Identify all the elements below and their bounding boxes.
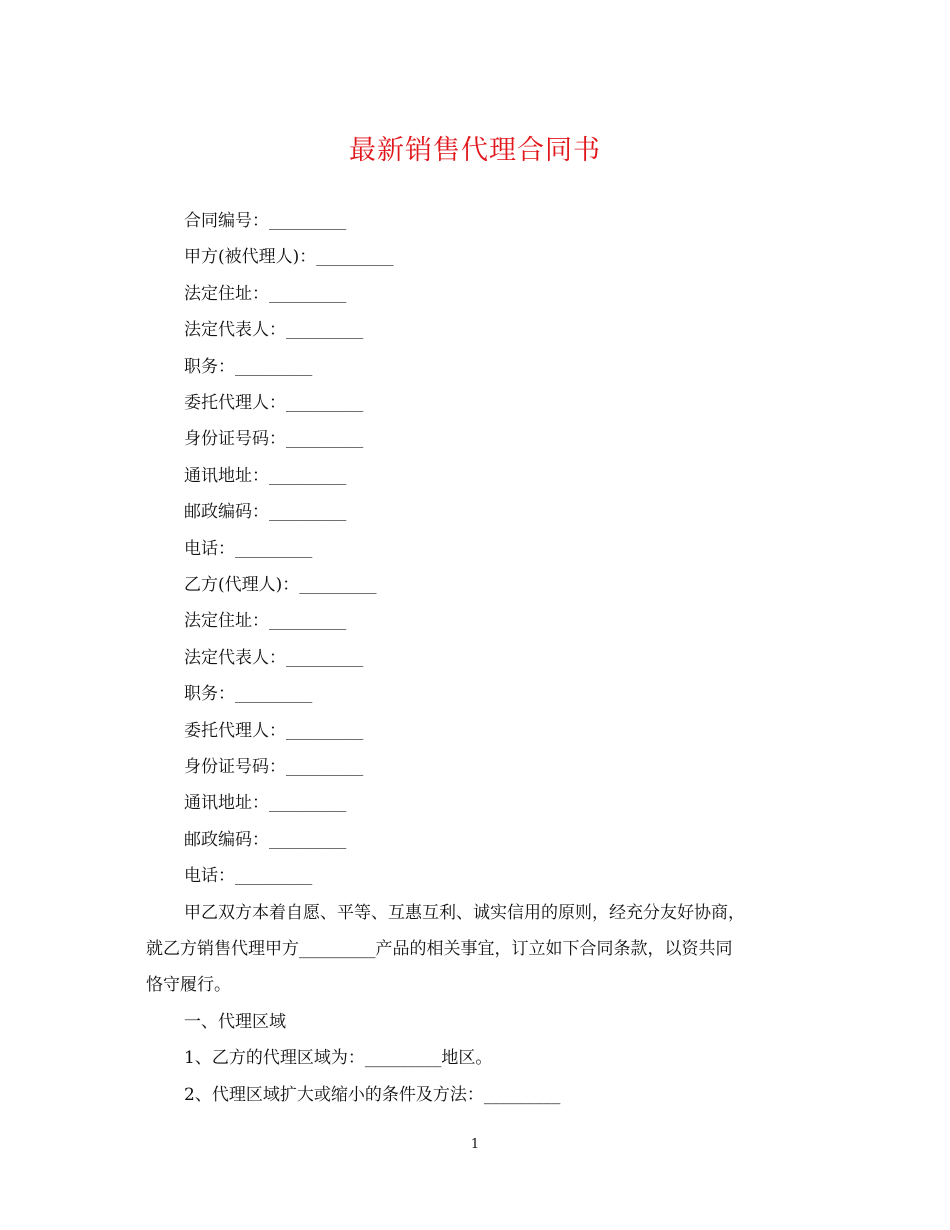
field-line xyxy=(184,647,363,669)
field-line xyxy=(184,465,346,487)
field-blank: _________ xyxy=(299,576,377,594)
intro-line-2: 就乙方销售代理甲方_________产品的相关事宜，订立如下合同条款，以资共同 xyxy=(146,939,733,959)
field-blank: _________ xyxy=(269,212,346,230)
field-line xyxy=(184,210,346,232)
field-label: 身份证号码： xyxy=(184,429,286,450)
field-line xyxy=(184,756,363,778)
field-blank: _________ xyxy=(235,867,312,886)
field-line xyxy=(184,683,312,705)
field-blank: _________ xyxy=(269,612,346,631)
field-blank: _________ xyxy=(286,321,363,340)
field-label: 通讯地址： xyxy=(184,793,269,814)
field-label: 电话： xyxy=(184,538,235,559)
field-line xyxy=(184,829,346,851)
field-line xyxy=(184,720,363,742)
field-blank: _________ xyxy=(286,721,363,740)
field-label: 法定代表人： xyxy=(184,647,286,668)
field-line xyxy=(184,792,346,814)
field-label: 邮政编码： xyxy=(184,829,269,850)
field-line xyxy=(184,865,312,887)
field-line xyxy=(184,538,312,560)
clause-1: 1、乙方的代理区域为：_________地区。 xyxy=(184,1048,493,1068)
field-blank: _________ xyxy=(316,248,394,267)
field-blank: _________ xyxy=(235,357,312,376)
field-blank: _________ xyxy=(269,794,346,813)
field-label: 合同编号： xyxy=(184,211,269,231)
field-label: 乙方(代理人)： xyxy=(184,575,300,595)
field-label: 委托代理人： xyxy=(184,720,286,741)
field-label: 甲方(被代理人)： xyxy=(184,247,317,268)
field-label: 电话： xyxy=(184,866,235,887)
field-label: 邮政编码： xyxy=(184,502,269,523)
field-label: 法定住址： xyxy=(184,283,269,304)
field-blank: _________ xyxy=(286,648,363,667)
document-title: 最新销售代理合同书 xyxy=(349,135,601,166)
field-line xyxy=(184,610,346,632)
field-blank: _________ xyxy=(235,685,312,704)
field-line xyxy=(184,283,346,305)
field-blank: _________ xyxy=(269,503,346,522)
clause-2: 2、代理区域扩大或缩小的条件及方法：_________ xyxy=(184,1085,561,1105)
field-blank: _________ xyxy=(286,758,363,776)
field-line xyxy=(184,501,346,523)
field-line xyxy=(184,392,363,414)
field-label: 通讯地址： xyxy=(184,465,269,486)
field-line xyxy=(184,356,312,378)
field-label: 职务： xyxy=(184,356,235,377)
field-label: 法定代表人： xyxy=(184,320,286,341)
field-line xyxy=(184,428,363,450)
field-blank: _________ xyxy=(235,539,312,558)
field-blank: _________ xyxy=(269,284,346,303)
intro-line-3: 恪守履行。 xyxy=(146,975,231,995)
intro-line-1: 甲乙双方本着自愿、平等、互惠互利、诚实信用的原则，经充分友好协商， xyxy=(184,903,745,923)
field-label: 委托代理人： xyxy=(184,393,286,413)
field-label: 法定住址： xyxy=(184,611,269,632)
field-line xyxy=(184,574,376,596)
field-blank: _________ xyxy=(269,466,346,485)
field-label: 职务： xyxy=(184,684,235,705)
field-line xyxy=(184,246,393,268)
section-heading: 一、代理区域 xyxy=(184,1012,286,1032)
page-number: 1 xyxy=(470,1137,480,1152)
field-label: 身份证号码： xyxy=(184,757,286,777)
field-blank: _________ xyxy=(269,830,346,849)
field-line xyxy=(184,319,363,341)
field-blank: _________ xyxy=(286,394,363,412)
field-blank: _________ xyxy=(286,430,363,449)
